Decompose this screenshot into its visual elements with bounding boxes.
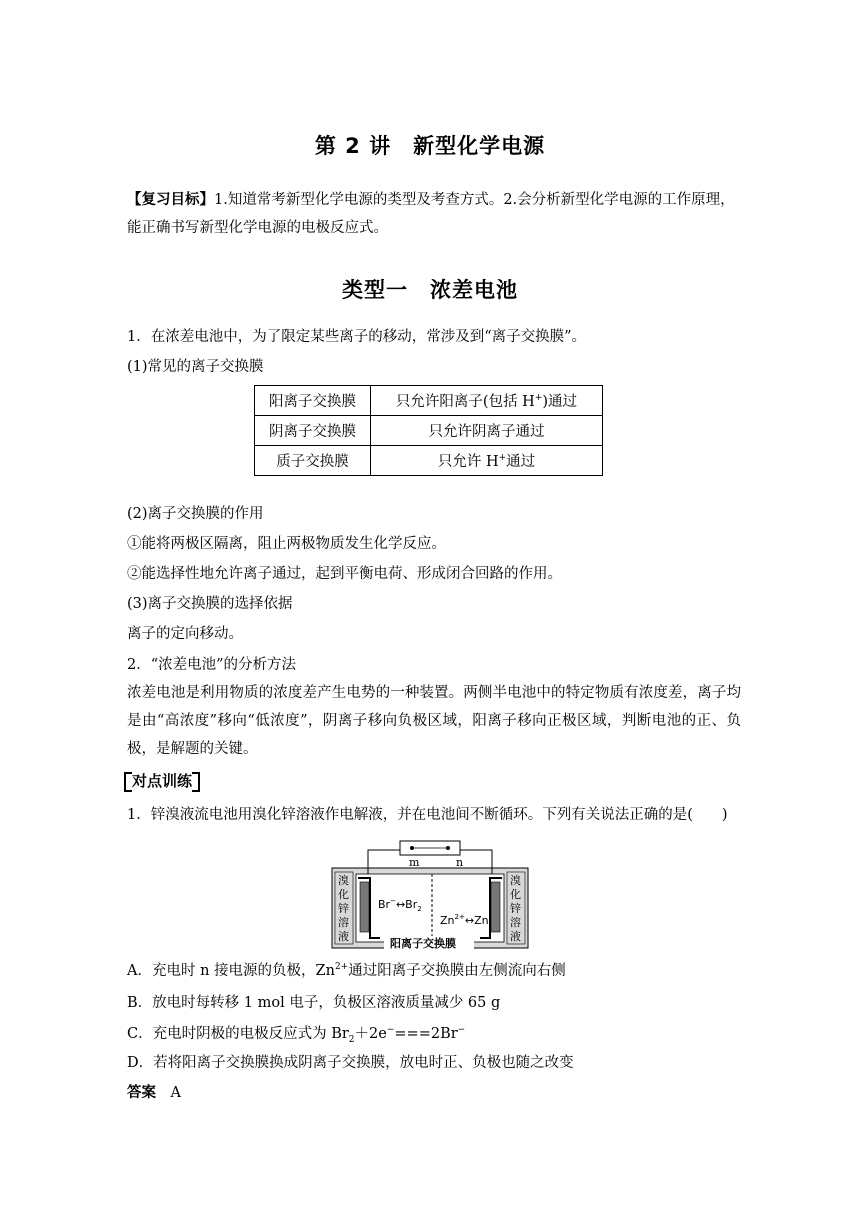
terminal-m-label: m [409,856,420,869]
svg-text:化: 化 [338,888,349,901]
terminal-n-label: n [456,856,464,869]
table-cell: 阳离子交换膜 [255,386,371,416]
table-row [255,416,603,446]
function-item-2: ②能选择性地允许离子通过，起到平衡电荷、形成闭合回路的作用。 [127,566,562,582]
review-goal-text: 1.知道常考新型化学电源的类型及考查方式。2.会分析新型化学电源的工作原理，能正确书写新型化学电源的电极反应式。 [127,192,735,236]
table-row [255,386,603,416]
table-cell: 阴离子交换膜 [255,416,371,446]
battery-diagram [330,838,530,950]
table-cell: 质子交换膜 [255,446,371,476]
table-cell: 只允许 H+通过 [371,446,603,476]
answer-value: A [170,1085,181,1101]
point-2: 2．“浓差电池”的分析方法 [127,657,297,673]
svg-text:溶: 溶 [338,916,349,929]
review-goal [127,186,739,242]
svg-text:液: 液 [338,930,349,943]
subheading-1: (1)常见的离子交换膜 [127,359,264,375]
point-1: 1．在浓差电池中，为了限定某些离子的移动，常涉及到“离子交换膜”。 [127,329,587,345]
function-item-1: ①能将两极区隔离，阻止两极物质发生化学反应。 [127,536,446,552]
svg-text:溴: 溴 [510,874,521,887]
training-label: 对点训练 [132,772,193,790]
right-electrode [491,882,500,932]
table-cell: 只允许阴离子通过 [371,416,603,446]
question-stem: 1．锌溴液流电池用溴化锌溶液作电解液，并在电池间不断循环。下列有关说法正确的是( ) [127,807,728,823]
subheading-3: (3)离子交换膜的选择依据 [127,596,293,612]
left-tank-label [338,874,349,943]
svg-text:锌: 锌 [338,902,349,915]
option-d: D．若将阳离子交换膜换成阴离子交换膜，放电时正、负极也随之改变 [127,1055,574,1071]
subheading-2: (2)离子交换膜的作用 [127,506,264,522]
option-b: B．放电时每转移 1 mol 电子，负极区溶液质量减少 65 g [127,995,501,1011]
right-reaction: $Zn^{2+}\leftrightarrow Zn$ [440,913,489,927]
table-cell: 只允许阳离子(包括 H+)通过 [371,386,603,416]
table-row [255,446,603,476]
lecture-title: 第 2 讲 新型化学电源 [314,134,546,158]
review-goal-label: 【复习目标】 [127,192,214,208]
svg-text:液: 液 [510,930,521,943]
svg-text:溶: 溶 [510,916,521,929]
answer-label: 答案 [127,1085,156,1101]
membrane-label: 阳离子交换膜 [390,937,456,950]
bracket-left-icon [124,772,132,792]
training-heading [124,770,200,792]
section-title: 类型一 浓差电池 [342,278,518,302]
answer [127,1081,181,1102]
left-reaction: $Br^-\leftrightarrow Br_2$ [378,897,422,913]
svg-text:化: 化 [510,888,521,901]
svg-text:锌: 锌 [510,902,521,915]
option-c: C．充电时阴极的电极反应式为 $Br_2+2e^-===2Br^-$ [127,1025,466,1045]
right-tank-label [510,874,521,943]
bracket-right-icon [192,772,200,792]
point-2-text: 浓差电池是利用物质的浓度差产生电势的一种装置。两侧半电池中的特定物质有浓度差，离子均是由“高浓度”移向“低浓度”，阴离子移向负极区域，阳离子移向正极区域，判断电池的正、负极，是解题的关键。 [127,685,741,757]
membrane-table [254,385,603,476]
option-a: A．充电时 n 接电源的负极，$Zn^{2+}$通过阳离子交换膜由左侧流向右侧 [127,962,566,979]
left-electrode [360,882,369,932]
selection-basis: 离子的定向移动。 [127,626,243,642]
svg-text:溴: 溴 [338,874,349,887]
